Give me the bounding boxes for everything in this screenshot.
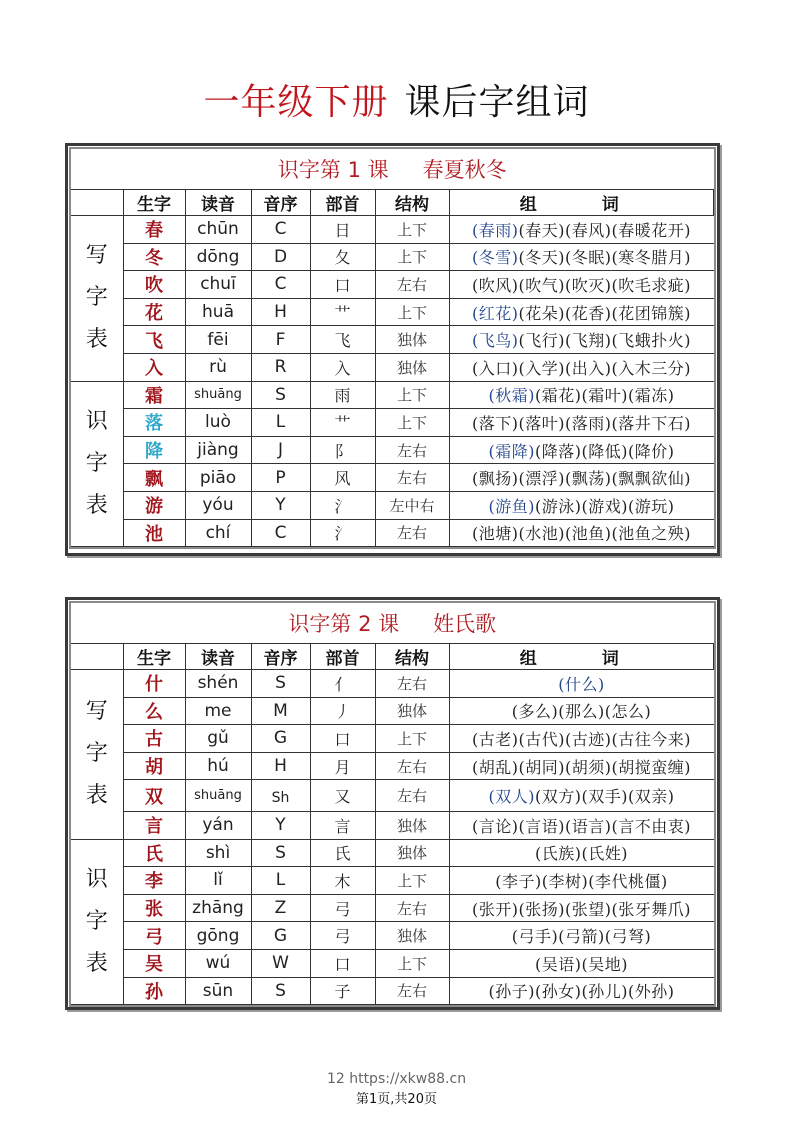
pinyin: yóu xyxy=(185,491,251,519)
initial-letter: L xyxy=(251,409,310,437)
table-row xyxy=(71,811,714,839)
radical: 氵 xyxy=(310,491,375,519)
pinyin: gōng xyxy=(185,922,251,950)
table-row xyxy=(71,271,714,299)
initial-letter: P xyxy=(251,464,310,492)
table-row xyxy=(71,519,714,547)
initial-letter: F xyxy=(251,326,310,354)
lesson-table-2 xyxy=(65,597,720,1010)
structure: 独体 xyxy=(375,811,449,839)
radical: 阝 xyxy=(310,436,375,464)
pinyin: yán xyxy=(185,811,251,839)
table-row xyxy=(71,922,714,950)
page-title-subject: 课后字组词 xyxy=(404,82,590,123)
pinyin: chuī xyxy=(185,271,251,299)
other-words: (双方)(双手)(双亲) xyxy=(535,787,675,807)
table-row xyxy=(71,436,714,464)
highlighted-word: (双人) xyxy=(488,787,536,807)
radical: 口 xyxy=(310,725,375,753)
word-list xyxy=(449,949,714,977)
table-row xyxy=(71,298,714,326)
header-new-char: 生字 xyxy=(123,190,185,216)
word-list xyxy=(449,436,714,464)
radical: 飞 xyxy=(310,326,375,354)
initial-letter: S xyxy=(251,670,310,698)
other-words: (吹风)(吹气)(吹灭)(吹毛求疵) xyxy=(472,275,691,295)
footer-url: 12 https://xkw88.cn xyxy=(326,1071,467,1087)
structure: 左右 xyxy=(375,519,449,547)
header-blank xyxy=(71,644,123,670)
initial-letter: S xyxy=(251,839,310,867)
structure: 左右 xyxy=(375,464,449,492)
structure: 独体 xyxy=(375,326,449,354)
initial-letter: Y xyxy=(251,491,310,519)
new-char: 张 xyxy=(123,894,185,922)
structure: 左右 xyxy=(375,780,449,812)
pinyin: fēi xyxy=(185,326,251,354)
header-pronunciation: 读音 xyxy=(185,190,251,216)
group-label-writing: 写 字 表 xyxy=(71,670,123,840)
other-words: (飞行)(飞翔)(飞蛾扑火) xyxy=(518,331,691,351)
header-radical: 部首 xyxy=(310,644,375,670)
table-row xyxy=(71,949,714,977)
word-list xyxy=(449,216,714,244)
page-title-grade: 一年级下册 xyxy=(203,82,389,123)
new-char: 花 xyxy=(123,298,185,326)
table-row xyxy=(71,216,714,244)
initial-letter: Sh xyxy=(251,780,310,812)
other-words: (张开)(张扬)(张望)(张牙舞爪) xyxy=(472,899,691,919)
word-list xyxy=(449,977,714,1005)
word-list xyxy=(449,670,714,698)
word-list xyxy=(449,697,714,725)
pinyin: luò xyxy=(185,409,251,437)
table-row xyxy=(71,491,714,519)
new-char: 弓 xyxy=(123,922,185,950)
new-char: 双 xyxy=(123,780,185,812)
table-row xyxy=(71,977,714,1005)
structure: 左右 xyxy=(375,271,449,299)
word-list xyxy=(449,839,714,867)
pinyin: lǐ xyxy=(185,867,251,895)
radical: 弓 xyxy=(310,922,375,950)
other-words: (言论)(言语)(语言)(言不由衷) xyxy=(472,816,691,836)
table-row xyxy=(71,894,714,922)
group-label-writing: 写 字 表 xyxy=(71,216,123,382)
other-words: (降落)(降低)(降价) xyxy=(535,441,675,461)
structure: 左右 xyxy=(375,670,449,698)
word-list xyxy=(449,243,714,271)
radical: 艹 xyxy=(310,409,375,437)
table-row xyxy=(71,839,714,867)
new-char: 霜 xyxy=(123,381,185,409)
highlighted-word: (红花) xyxy=(472,303,519,323)
highlighted-word: (秋霜) xyxy=(488,386,536,406)
new-char: 春 xyxy=(123,216,185,244)
initial-letter: Y xyxy=(251,811,310,839)
radical: 口 xyxy=(310,949,375,977)
lesson-table-1 xyxy=(65,143,720,556)
word-list xyxy=(449,326,714,354)
initial-letter: L xyxy=(251,867,310,895)
radical: 雨 xyxy=(310,381,375,409)
structure: 上下 xyxy=(375,243,449,271)
other-words: (游泳)(游戏)(游玩) xyxy=(535,496,675,516)
word-list xyxy=(449,464,714,492)
highlighted-word: (飞鸟) xyxy=(472,331,519,351)
word-list xyxy=(449,353,714,381)
table-row xyxy=(71,326,714,354)
word-list xyxy=(449,725,714,753)
initial-letter: C xyxy=(251,271,310,299)
pinyin: me xyxy=(185,697,251,725)
word-list xyxy=(449,491,714,519)
header-words: 组 词 xyxy=(449,190,714,216)
new-char: 吴 xyxy=(123,949,185,977)
other-words: (古老)(古代)(古迹)(古往今来) xyxy=(472,729,691,749)
lesson-number: 识字第 2 课 xyxy=(288,612,400,636)
structure: 上下 xyxy=(375,409,449,437)
new-char: 氏 xyxy=(123,839,185,867)
structure: 上下 xyxy=(375,725,449,753)
initial-letter: G xyxy=(251,922,310,950)
radical: 亻 xyxy=(310,670,375,698)
footer-page-number: 第1页,共20页 xyxy=(356,1092,437,1107)
pinyin: rù xyxy=(185,353,251,381)
initial-letter: R xyxy=(251,353,310,381)
pinyin: sūn xyxy=(185,977,251,1005)
structure: 上下 xyxy=(375,216,449,244)
lesson-title xyxy=(71,149,714,190)
other-words: (霜花)(霜叶)(霜冻) xyxy=(535,386,675,406)
structure: 独体 xyxy=(375,697,449,725)
word-list xyxy=(449,298,714,326)
radical: 氏 xyxy=(310,839,375,867)
word-list xyxy=(449,271,714,299)
radical: 风 xyxy=(310,464,375,492)
pinyin: dōng xyxy=(185,243,251,271)
table-row xyxy=(71,670,714,698)
new-char: 吹 xyxy=(123,271,185,299)
table-row xyxy=(71,725,714,753)
new-char: 古 xyxy=(123,725,185,753)
group-label-recognition: 识 字 表 xyxy=(71,839,123,1005)
other-words: (池塘)(水池)(池鱼)(池鱼之殃) xyxy=(472,524,691,544)
radical: 月 xyxy=(310,752,375,780)
new-char: 入 xyxy=(123,353,185,381)
other-words: (氏族)(氏姓) xyxy=(535,844,628,864)
radical: 口 xyxy=(310,271,375,299)
radical: 夂 xyxy=(310,243,375,271)
new-char: 落 xyxy=(123,409,185,437)
initial-letter: Z xyxy=(251,894,310,922)
initial-letter: H xyxy=(251,298,310,326)
new-char: 池 xyxy=(123,519,185,547)
initial-letter: C xyxy=(251,519,310,547)
pinyin: shén xyxy=(185,670,251,698)
word-list xyxy=(449,894,714,922)
radical: 入 xyxy=(310,353,375,381)
page-title xyxy=(0,78,793,128)
structure: 独体 xyxy=(375,839,449,867)
new-char: 孙 xyxy=(123,977,185,1005)
radical: 丿 xyxy=(310,697,375,725)
initial-letter: G xyxy=(251,725,310,753)
vocab-table xyxy=(71,149,714,547)
table-row xyxy=(71,780,714,812)
initial-letter: H xyxy=(251,752,310,780)
header-initial: 音序 xyxy=(251,190,310,216)
radical: 氵 xyxy=(310,519,375,547)
structure: 左右 xyxy=(375,977,449,1005)
structure: 左右 xyxy=(375,894,449,922)
radical: 艹 xyxy=(310,298,375,326)
other-words: (冬天)(冬眠)(寒冬腊月) xyxy=(518,248,691,268)
other-words: (弓手)(弓箭)(弓弩) xyxy=(511,927,652,947)
pinyin: shì xyxy=(185,839,251,867)
radical: 弓 xyxy=(310,894,375,922)
structure: 上下 xyxy=(375,867,449,895)
header-initial: 音序 xyxy=(251,644,310,670)
new-char: 言 xyxy=(123,811,185,839)
pinyin: zhāng xyxy=(185,894,251,922)
structure: 左中右 xyxy=(375,491,449,519)
header-pronunciation: 读音 xyxy=(185,644,251,670)
pinyin: chūn xyxy=(185,216,251,244)
radical: 日 xyxy=(310,216,375,244)
structure: 左右 xyxy=(375,752,449,780)
highlighted-word: (游鱼) xyxy=(488,496,536,516)
table-row xyxy=(71,697,714,725)
word-list xyxy=(449,867,714,895)
other-words: (李子)(李树)(李代桃僵) xyxy=(495,871,668,891)
header-radical: 部首 xyxy=(310,190,375,216)
vocab-table xyxy=(71,603,714,1005)
radical: 言 xyxy=(310,811,375,839)
initial-letter: W xyxy=(251,949,310,977)
pinyin: piāo xyxy=(185,464,251,492)
other-words: (入口)(入学)(出入)(入木三分) xyxy=(472,358,691,378)
word-list xyxy=(449,409,714,437)
structure: 上下 xyxy=(375,381,449,409)
initial-letter: S xyxy=(251,977,310,1005)
header-words: 组 词 xyxy=(449,644,714,670)
other-words: (飘扬)(漂浮)(飘荡)(飘飘欲仙) xyxy=(472,469,691,489)
pinyin: wú xyxy=(185,949,251,977)
lesson-name: 姓氏歌 xyxy=(433,612,497,636)
pinyin: huā xyxy=(185,298,251,326)
initial-letter: S xyxy=(251,381,310,409)
other-words: (吴语)(吴地) xyxy=(535,954,628,974)
table-row xyxy=(71,867,714,895)
other-words: (多么)(那么)(怎么) xyxy=(511,702,652,722)
pinyin: shuāng xyxy=(185,780,251,812)
radical: 木 xyxy=(310,867,375,895)
radical: 子 xyxy=(310,977,375,1005)
structure: 上下 xyxy=(375,298,449,326)
table-row xyxy=(71,353,714,381)
table-row xyxy=(71,464,714,492)
lesson-title xyxy=(71,603,714,644)
structure: 独体 xyxy=(375,922,449,950)
pinyin: shuāng xyxy=(185,381,251,409)
word-list xyxy=(449,811,714,839)
group-label-recognition: 识 字 表 xyxy=(71,381,123,547)
structure: 独体 xyxy=(375,353,449,381)
word-list xyxy=(449,922,714,950)
other-words: (花朵)(花香)(花团锦簇) xyxy=(518,303,691,323)
pinyin: jiàng xyxy=(185,436,251,464)
header-blank xyxy=(71,190,123,216)
table-row xyxy=(71,752,714,780)
pinyin: gǔ xyxy=(185,725,251,753)
other-words: (胡乱)(胡同)(胡须)(胡搅蛮缠) xyxy=(472,757,691,777)
new-char: 么 xyxy=(123,697,185,725)
new-char: 飘 xyxy=(123,464,185,492)
word-list xyxy=(449,519,714,547)
new-char: 降 xyxy=(123,436,185,464)
highlighted-word: (冬雪) xyxy=(472,248,519,268)
radical: 又 xyxy=(310,780,375,812)
initial-letter: D xyxy=(251,243,310,271)
new-char: 李 xyxy=(123,867,185,895)
other-words: (落下)(落叶)(落雨)(落井下石) xyxy=(472,413,691,433)
header-structure: 结构 xyxy=(375,644,449,670)
new-char: 游 xyxy=(123,491,185,519)
structure: 上下 xyxy=(375,949,449,977)
word-list xyxy=(449,780,714,812)
initial-letter: J xyxy=(251,436,310,464)
new-char: 冬 xyxy=(123,243,185,271)
structure: 左右 xyxy=(375,436,449,464)
highlighted-word: (霜降) xyxy=(488,441,536,461)
other-words: (春天)(春风)(春暖花开) xyxy=(518,220,691,240)
word-list xyxy=(449,381,714,409)
lesson-name: 春夏秋冬 xyxy=(422,158,507,182)
highlighted-word: (什么) xyxy=(558,674,605,694)
table-row xyxy=(71,381,714,409)
table-row xyxy=(71,243,714,271)
highlighted-word: (春雨) xyxy=(472,220,519,240)
new-char: 飞 xyxy=(123,326,185,354)
new-char: 什 xyxy=(123,670,185,698)
pinyin: chí xyxy=(185,519,251,547)
table-row xyxy=(71,409,714,437)
pinyin: hú xyxy=(185,752,251,780)
new-char: 胡 xyxy=(123,752,185,780)
word-list xyxy=(449,752,714,780)
lesson-number: 识字第 1 课 xyxy=(277,158,389,182)
header-structure: 结构 xyxy=(375,190,449,216)
other-words: (孙子)(孙女)(孙儿)(外孙) xyxy=(488,982,675,1002)
initial-letter: M xyxy=(251,697,310,725)
header-new-char: 生字 xyxy=(123,644,185,670)
initial-letter: C xyxy=(251,216,310,244)
